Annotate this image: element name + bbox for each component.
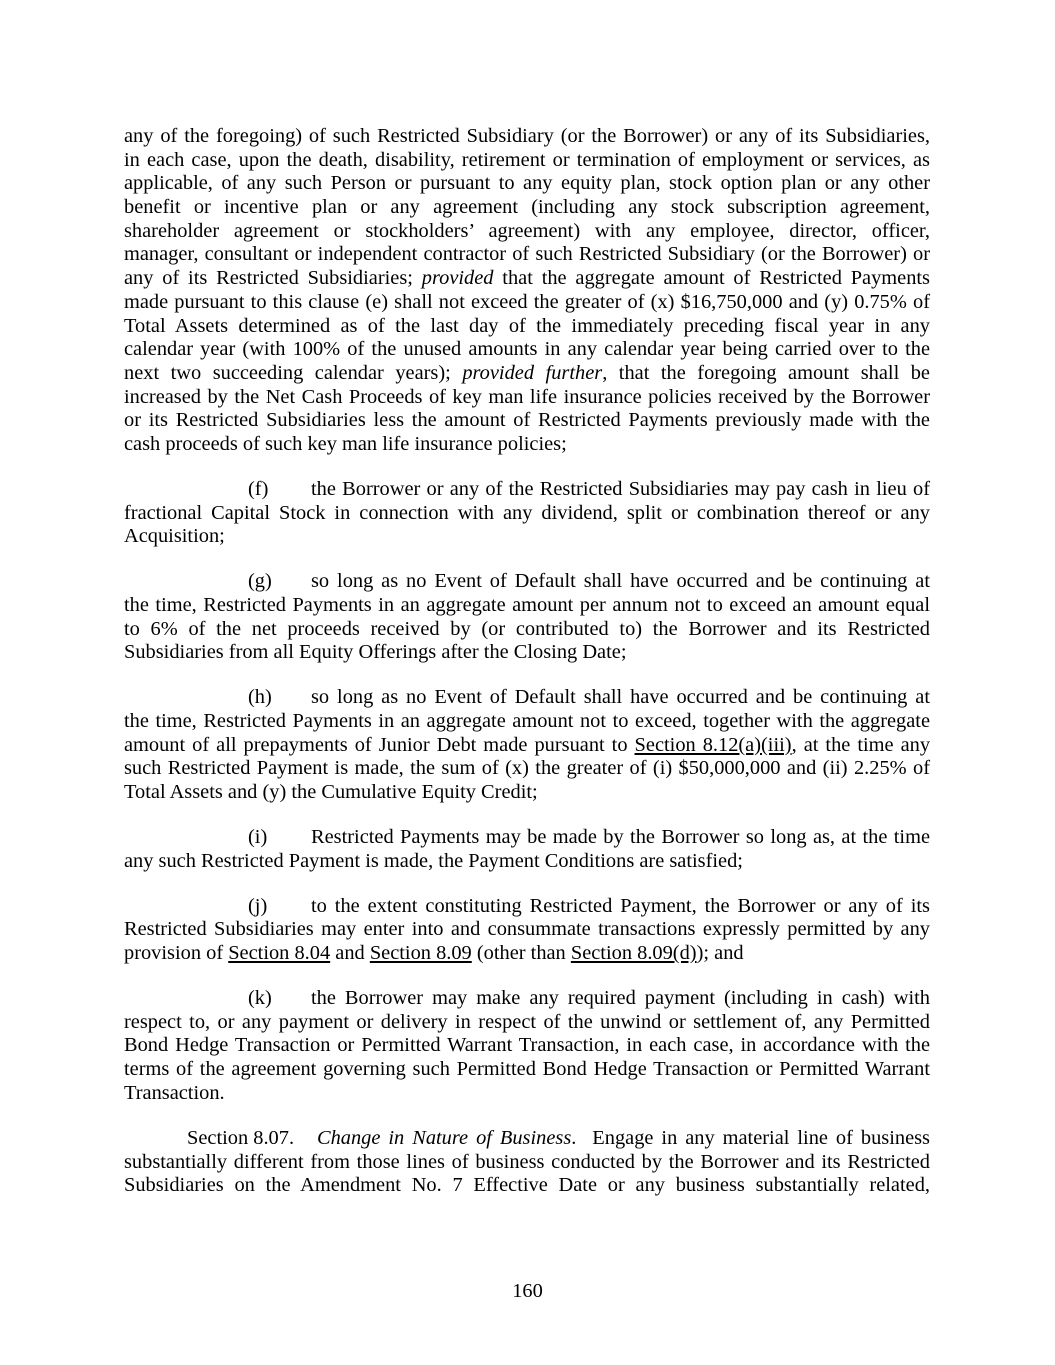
- text-run: to the extent constituting Restricted Payment, the Borrower or any of its: [311, 894, 930, 917]
- text-run: . Engage in any material line of business: [571, 1126, 930, 1149]
- text-line: [124, 525, 930, 549]
- text-run: ); and: [696, 942, 744, 965]
- text-line: [124, 826, 930, 850]
- text-run: Acquisition;: [124, 525, 225, 548]
- text-run: , at the time any: [791, 733, 931, 756]
- clause-paragraph: [124, 987, 930, 1105]
- text-run: Subsidiaries from all Equity Offerings after the Closing Date;: [124, 641, 627, 664]
- text-line: [124, 1034, 930, 1058]
- text-line: [124, 433, 930, 457]
- text-run: the time, Restricted Payments in an aggregate amount per annum not to exceed an amount equal: [124, 593, 930, 616]
- text-line: [124, 243, 930, 267]
- text-run: or its Restricted Subsidiaries less the amount of Restricted Payments previously made with the: [124, 409, 930, 432]
- text-run: Total Assets and (y) the Cumulative Equity Credit;: [124, 781, 538, 804]
- cross-reference-link[interactable]: Section 8.12(a)(iii): [634, 733, 792, 756]
- text-line: [124, 149, 930, 173]
- text-run: Subsidiaries on the Amendment No. 7 Effective Date or any business substantially related,: [124, 1174, 930, 1197]
- text-run: shareholder agreement or stockholders’ agreement) with any employee, director, officer,: [124, 219, 930, 242]
- text-run: so long as no Event of Default shall have occurred and be continuing at: [311, 686, 930, 709]
- clause-paragraph: [124, 686, 930, 804]
- text-line: [124, 594, 930, 618]
- text-run: calendar year (with 100% of the unused amounts in any calendar year being carried over to the: [124, 338, 930, 361]
- section-paragraph: [124, 1127, 930, 1198]
- text-line: [124, 1011, 930, 1035]
- text-line: [124, 686, 930, 710]
- text-line: [124, 942, 930, 966]
- clause-label: (j): [248, 894, 268, 917]
- text-run: Restricted Payments may be made by the Borrower so long as, at the time: [311, 826, 930, 849]
- text-run: the Borrower may make any required payment (including in cash) with: [311, 987, 930, 1010]
- text-run: substantially different from those lines of business conducted by the Borrower and its Restricted: [124, 1150, 930, 1173]
- text-run: any such Restricted Payment is made, the Payment Conditions are satisfied;: [124, 849, 743, 872]
- text-run: cash proceeds of such key man life insurance policies;: [124, 432, 567, 455]
- text-run: , that the foregoing amount shall be: [602, 361, 930, 384]
- text-run: increased by the Net Cash Proceeds of key man life insurance policies received by the Borrower: [124, 385, 930, 408]
- cross-reference-link[interactable]: Section 8.09(d): [570, 942, 697, 965]
- italic-text: Change in Nature of Business: [317, 1126, 572, 1149]
- text-run: fractional Capital Stock in connection with any dividend, split or combination thereof or any: [124, 501, 930, 524]
- document-body: [124, 125, 930, 1198]
- text-run: any of the foregoing) of such Restricted Subsidiary (or the Borrower) or any of its Subsidiaries,: [124, 125, 930, 147]
- text-line: [124, 1058, 930, 1082]
- italic-text: provided: [421, 267, 494, 290]
- text-line: [124, 478, 930, 502]
- text-line: [124, 315, 930, 339]
- clause-label: (f): [248, 477, 269, 500]
- italic-text: provided further: [462, 361, 603, 384]
- clause-paragraph: [124, 478, 930, 549]
- text-run: amount of all prepayments of Junior Debt made pursuant to: [124, 733, 635, 756]
- text-line: [124, 125, 930, 149]
- clause-label: (i): [248, 826, 268, 849]
- text-run: so long as no Event of Default shall have occurred and be continuing at: [311, 570, 930, 593]
- text-line: [124, 386, 930, 410]
- text-run: respect to, or any payment or delivery in respect of the unwind or settlement of, any Permitted: [124, 1010, 930, 1033]
- text-line: [124, 781, 930, 805]
- text-run: the Borrower or any of the Restricted Subsidiaries may pay cash in lieu of: [311, 477, 930, 500]
- text-line: [124, 570, 930, 594]
- text-line: [124, 850, 930, 874]
- text-line: [124, 338, 930, 362]
- text-line: [124, 1174, 930, 1198]
- text-line: [124, 291, 930, 315]
- text-line: [124, 196, 930, 220]
- text-run: and: [330, 942, 370, 965]
- clause-paragraph: [124, 826, 930, 873]
- text-line: [124, 987, 930, 1011]
- section-number: Section 8.07.: [187, 1126, 295, 1149]
- text-run: the time, Restricted Payments in an aggregate amount not to exceed, together with the aggregate: [124, 710, 930, 733]
- text-line: [124, 757, 930, 781]
- clause-label: (h): [248, 686, 272, 709]
- text-line: [124, 267, 930, 291]
- clause-label: (g): [248, 570, 272, 593]
- text-line: [124, 1151, 930, 1175]
- text-run: terms of the agreement governing such Permitted Bond Hedge Transaction or Permitted Warrant: [124, 1058, 930, 1081]
- text-run: made pursuant to this clause (e) shall not exceed the greater of (x) $16,750,000 and (y) 0.75% of: [124, 290, 930, 313]
- text-line: [124, 172, 930, 196]
- text-run: manager, consultant or independent contractor of such Restricted Subsidiary (or the Borrower) or: [124, 243, 930, 266]
- text-run: next two succeeding calendar years);: [124, 361, 463, 384]
- clause-paragraph: [124, 895, 930, 966]
- text-run: that the aggregate amount of Restricted Payments: [493, 267, 930, 290]
- text-line: [124, 895, 930, 919]
- text-run: in each case, upon the death, disability, retirement or termination of employment or services, as: [124, 148, 930, 171]
- text-line: [124, 918, 930, 942]
- text-run: benefit or incentive plan or any agreement (including any stock subscription agreement,: [124, 196, 930, 219]
- clause-paragraph: [124, 570, 930, 665]
- text-line: [124, 710, 930, 734]
- text-line: [124, 734, 930, 758]
- page-number: 160: [512, 1280, 543, 1302]
- text-line: [124, 362, 930, 386]
- text-line: [124, 502, 930, 526]
- text-run: Transaction.: [124, 1081, 225, 1104]
- clause-label: (k): [248, 987, 272, 1010]
- text-line: [124, 1082, 930, 1106]
- text-run: Bond Hedge Transaction or Permitted Warrant Transaction, in each case, in accordance with the: [124, 1034, 930, 1057]
- text-run: applicable, of any such Person or pursuant to any equity plan, stock option plan or any other: [124, 172, 930, 195]
- body-paragraph: [124, 125, 930, 457]
- cross-reference-link[interactable]: Section 8.09: [369, 942, 472, 965]
- text-run: Total Assets determined as of the last day of the immediately preceding fiscal year in any: [124, 314, 930, 337]
- text-line: [124, 220, 930, 244]
- cross-reference-link[interactable]: Section 8.04: [228, 942, 331, 965]
- text-run: to 6% of the net proceeds received by (or contributed to) the Borrower and its Restricted: [124, 617, 930, 640]
- text-line: [124, 618, 930, 642]
- text-run: provision of: [124, 942, 229, 965]
- text-line: [124, 409, 930, 433]
- text-run: Restricted Subsidiaries may enter into and consummate transactions expressly permitted by any: [124, 918, 930, 941]
- text-run: such Restricted Payment is made, the sum of (x) the greater of (i) $50,000,000 and (ii) 2.25% of: [124, 757, 930, 780]
- text-run: any of its Restricted Subsidiaries;: [124, 267, 422, 290]
- text-line: [124, 641, 930, 665]
- text-run: (other than: [471, 942, 571, 965]
